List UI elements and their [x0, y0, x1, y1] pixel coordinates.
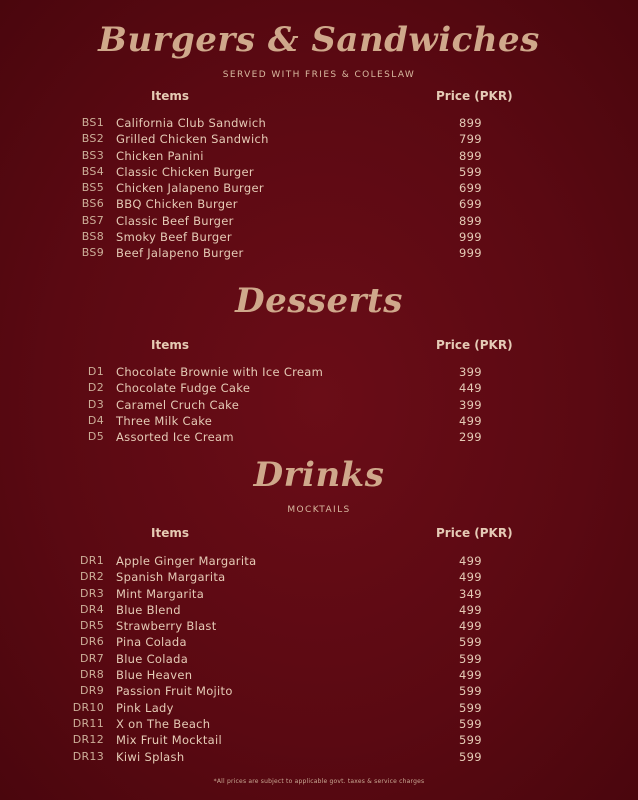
menu-item-price: 899	[459, 148, 482, 163]
menu-item-name: Chocolate Fudge Cake	[116, 381, 251, 396]
menu-item-name: Spanish Margarita	[116, 570, 226, 585]
menu-item-price: 499	[459, 668, 482, 683]
menu-item-row	[0, 683, 638, 699]
burgers-items-header: Items	[151, 89, 189, 103]
menu-item-name: Chicken Panini	[116, 148, 204, 163]
menu-item-code: DR8	[79, 668, 104, 682]
menu-item-code: BS2	[81, 132, 104, 146]
menu-item-code: BS9	[81, 246, 104, 260]
menu-item-name: Apple Ginger Margarita	[116, 554, 257, 568]
menu-item-name: California Club Sandwich	[116, 116, 267, 130]
menu-item-code: DR5	[79, 619, 104, 633]
burgers-price-header: Price (PKR)	[436, 89, 513, 103]
menu-item-code: DR11	[72, 716, 104, 730]
menu-item-price: 899	[459, 213, 482, 228]
menu-item-price: 499	[459, 570, 482, 585]
menu-item-code: BS1	[81, 116, 104, 129]
menu-item-code: DR6	[79, 635, 104, 649]
menu-item-price: 599	[459, 164, 482, 179]
menu-item-row	[0, 245, 638, 261]
desserts-price-header: Price (PKR)	[436, 338, 513, 352]
menu-item-code: DR10	[72, 700, 104, 714]
menu-item-price: 349	[459, 586, 482, 601]
menu-item-code: BS4	[81, 164, 104, 178]
menu-item-name: Three Milk Cake	[116, 413, 213, 428]
menu-item-row	[0, 569, 638, 585]
menu-item-row	[0, 180, 638, 196]
menu-item-price: 399	[459, 397, 482, 412]
menu-item-price: 599	[459, 716, 482, 731]
menu-item-price: 999	[459, 246, 482, 261]
menu-item-code: BS8	[81, 230, 104, 244]
menu-item-price: 799	[459, 132, 482, 147]
menu-item-row	[0, 413, 638, 429]
menu-item-row	[0, 397, 638, 413]
menu-item-price: 599	[459, 651, 482, 666]
menu-item-name: Smoky Beef Burger	[116, 230, 232, 245]
drinks-section-subtitle: MOCKTAILS	[287, 505, 351, 515]
menu-item-name: Blue Blend	[116, 602, 181, 617]
menu-item-row	[0, 716, 638, 732]
burgers-section-subtitle: SERVED WITH FRIES & COLESLAW	[222, 70, 416, 80]
menu-item-name: Chicken Jalapeno Burger	[116, 181, 264, 196]
menu-item-code: D2	[87, 381, 104, 395]
menu-item-row	[0, 229, 638, 245]
menu-item-code: DR1	[79, 554, 104, 567]
menu-item-name: BBQ Chicken Burger	[116, 197, 238, 212]
menu-item-row	[0, 586, 638, 602]
menu-item-code: D5	[87, 430, 104, 444]
menu-item-row	[0, 700, 638, 716]
menu-item-price: 999	[459, 230, 482, 245]
menu-item-price: 599	[459, 749, 482, 764]
menu-item-row	[0, 213, 638, 229]
menu-item-code: BS6	[81, 197, 104, 211]
menu-item-code: DR2	[79, 570, 104, 584]
menu-item-row	[0, 651, 638, 667]
menu-item-price: 499	[459, 619, 482, 634]
menu-item-name: Blue Colada	[116, 651, 189, 666]
menu-item-price: 599	[459, 684, 482, 699]
menu-item-row	[0, 732, 638, 748]
menu-item-price: 599	[459, 635, 482, 650]
menu-item-price: 499	[459, 554, 482, 568]
menu-item-name: Assorted Ice Cream	[116, 430, 234, 445]
menu-item-price: 599	[459, 700, 482, 715]
drinks-section-title: Drinks	[253, 455, 385, 495]
menu-item-price: 299	[459, 430, 482, 445]
menu-item-code: D4	[87, 413, 104, 427]
menu-item-name: Mix Fruit Mocktail	[116, 733, 223, 748]
menu-item-row	[0, 364, 638, 380]
menu-item-name: X on The Beach	[116, 716, 211, 731]
drinks-price-header: Price (PKR)	[436, 526, 513, 540]
menu-item-code: DR13	[72, 749, 104, 763]
menu-item-price: 499	[459, 413, 482, 428]
menu-item-name: Strawberry Blast	[116, 619, 217, 634]
menu-item-name: Pina Colada	[116, 635, 187, 650]
menu-item-row	[0, 667, 638, 683]
menu-item-name: Beef Jalapeno Burger	[116, 246, 244, 261]
menu-item-code: BS7	[81, 213, 104, 227]
menu-item-row	[0, 380, 638, 396]
desserts-section-title: Desserts	[235, 281, 403, 321]
desserts-items-header: Items	[151, 338, 189, 352]
menu-item-name: Classic Chicken Burger	[116, 164, 254, 179]
menu-item-price: 699	[459, 181, 482, 196]
drinks-items-header: Items	[151, 526, 189, 540]
menu-item-name: Chocolate Brownie with Ice Cream	[116, 365, 324, 379]
menu-item-price: 399	[459, 365, 482, 379]
menu-item-name: Classic Beef Burger	[116, 213, 234, 228]
menu-item-row	[0, 602, 638, 618]
menu-item-row	[0, 196, 638, 212]
drinks-menu-list	[0, 553, 638, 765]
burgers-menu-list	[0, 115, 638, 262]
menu-item-code: DR9	[79, 684, 104, 698]
menu-item-price: 499	[459, 602, 482, 617]
menu-item-row	[0, 115, 638, 131]
menu-item-name: Grilled Chicken Sandwich	[116, 132, 269, 147]
menu-item-code: D1	[87, 365, 104, 378]
menu-item-code: DR12	[72, 733, 104, 747]
menu-item-code: BS3	[81, 148, 104, 162]
menu-item-name: Blue Heaven	[116, 668, 193, 683]
price-footnote: *All prices are subject to applicable govt. taxes & service charges	[213, 778, 425, 785]
menu-item-price: 899	[459, 116, 482, 130]
menu-item-code: DR4	[79, 602, 104, 616]
menu-item-code: DR3	[79, 586, 104, 600]
menu-item-name: Passion Fruit Mojito	[116, 684, 233, 699]
menu-item-row	[0, 749, 638, 765]
menu-item-code: D3	[87, 397, 104, 411]
menu-item-code: BS5	[81, 181, 104, 195]
menu-item-name: Kiwi Splash	[116, 749, 185, 764]
menu-item-row	[0, 164, 638, 180]
menu-item-code: DR7	[79, 651, 104, 665]
menu-item-name: Caramel Cruch Cake	[116, 397, 240, 412]
menu-item-row	[0, 131, 638, 147]
menu-item-row	[0, 618, 638, 634]
menu-item-row	[0, 634, 638, 650]
menu-item-name: Pink Lady	[116, 700, 174, 715]
menu-item-price: 449	[459, 381, 482, 396]
menu-item-row	[0, 148, 638, 164]
menu-item-price: 599	[459, 733, 482, 748]
menu-item-row	[0, 553, 638, 569]
menu-item-price: 699	[459, 197, 482, 212]
desserts-menu-list	[0, 364, 638, 445]
burgers-section-title: Burgers & Sandwiches	[98, 20, 540, 60]
menu-item-row	[0, 429, 638, 445]
menu-item-name: Mint Margarita	[116, 586, 205, 601]
